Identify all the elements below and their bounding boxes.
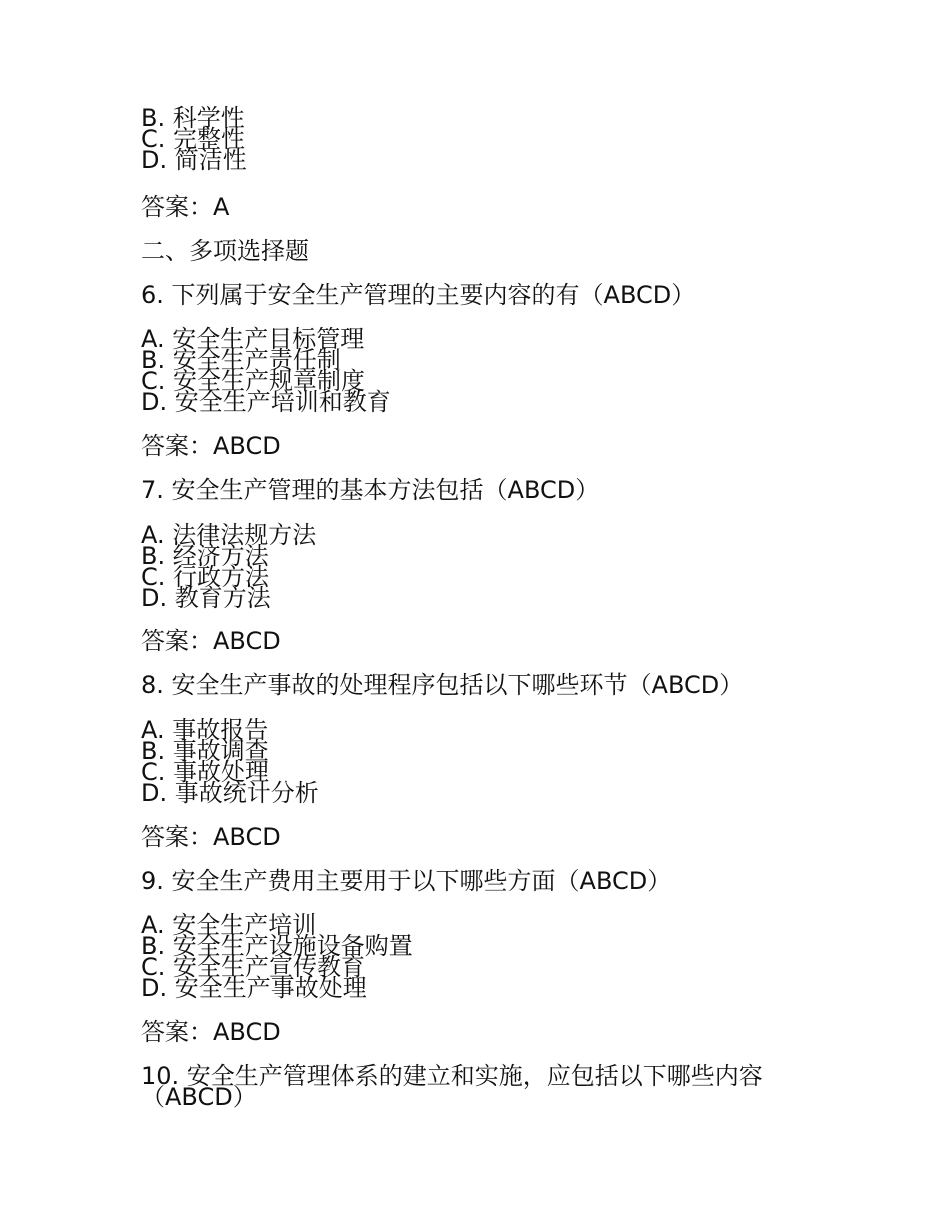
option-b: B. 经济方法 <box>141 542 269 570</box>
option-a: A. 安全生产目标管理 <box>141 325 365 353</box>
option-d: D. 安全生产事故处理 <box>141 974 367 1002</box>
option-b: B. 事故调查 <box>141 737 269 765</box>
top-answer: 答案：A <box>141 193 230 221</box>
option-d: D. 简洁性 <box>141 146 247 174</box>
question-8-options <box>141 716 319 807</box>
option-d: D. 教育方法 <box>141 584 271 612</box>
question-6-options <box>141 325 391 416</box>
question-9-stem: 9. 安全生产费用主要用于以下哪些方面（ABCD） <box>141 867 672 895</box>
option-a: A. 安全生产培训 <box>141 911 317 939</box>
option-a: A. 事故报告 <box>141 716 269 744</box>
question-8-stem: 8. 安全生产事故的处理程序包括以下哪些环节（ABCD） <box>141 671 744 699</box>
question-7-stem: 7. 安全生产管理的基本方法包括（ABCD） <box>141 476 600 504</box>
option-a: A. 法律法规方法 <box>141 521 317 549</box>
option-c: C. 行政方法 <box>141 563 270 591</box>
option-d: D. 安全生产培训和教育 <box>141 388 391 416</box>
question-10-stem: 10. 安全生产管理体系的建立和实施，应包括以下哪些内容（ABCD） <box>141 1062 763 1111</box>
option-c: C. 安全生产规章制度 <box>141 367 366 395</box>
option-b: B. 安全生产设施设备购置 <box>141 932 413 960</box>
option-c: C. 事故处理 <box>141 758 270 786</box>
question-8-answer: 答案：ABCD <box>141 823 281 851</box>
question-6-answer: 答案：ABCD <box>141 432 281 460</box>
option-c: C. 完整性 <box>141 125 246 153</box>
question-6-stem: 6. 下列属于安全生产管理的主要内容的有（ABCD） <box>141 281 696 309</box>
question-7-options <box>141 521 317 612</box>
option-b: B. 安全生产责任制 <box>141 346 341 374</box>
question-9-answer: 答案：ABCD <box>141 1018 281 1046</box>
option-b: B. 科学性 <box>141 104 245 132</box>
option-c: C. 安全生产宣传教育 <box>141 953 366 981</box>
question-7-answer: 答案：ABCD <box>141 627 281 655</box>
section-title: 二、多项选择题 <box>141 237 309 265</box>
option-d: D. 事故统计分析 <box>141 779 319 807</box>
top-options <box>141 104 247 174</box>
question-9-options <box>141 911 413 1002</box>
